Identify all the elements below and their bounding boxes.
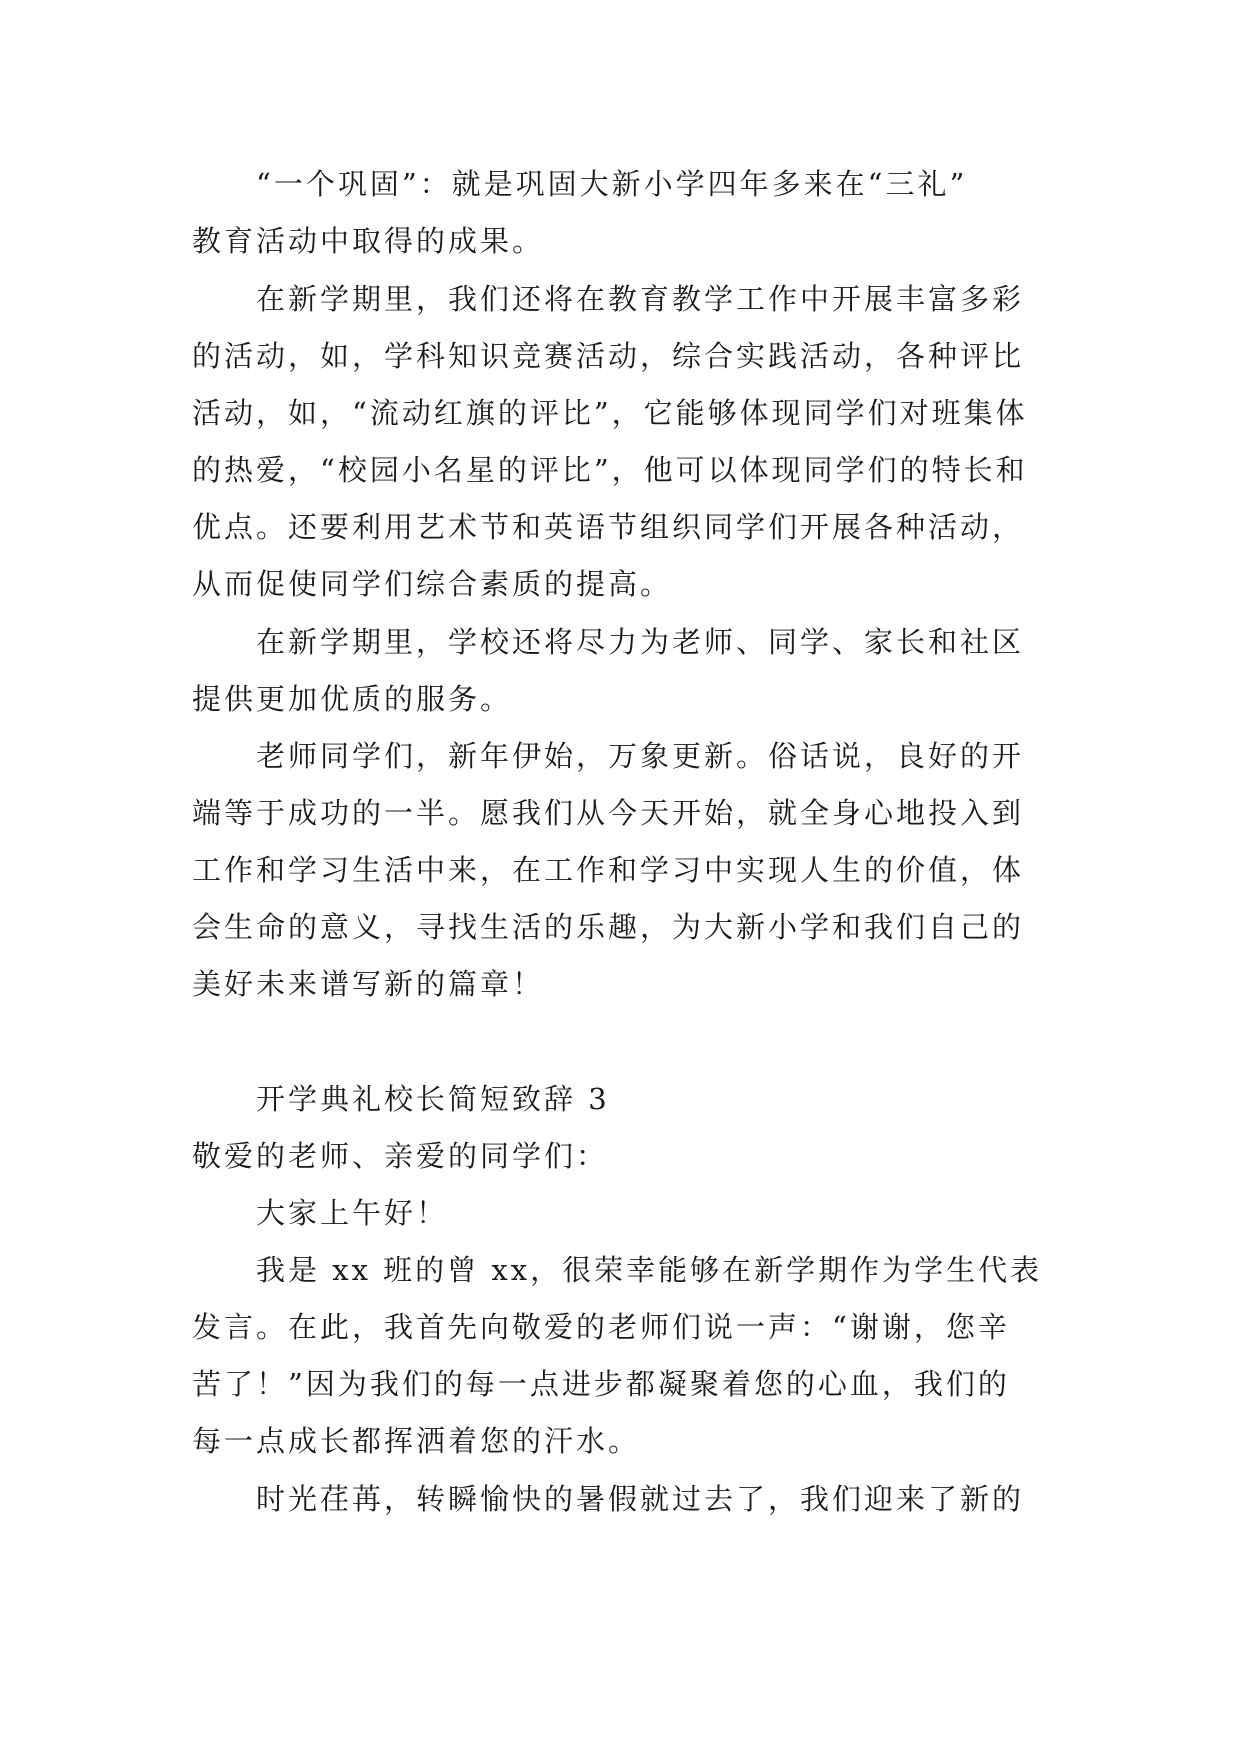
paragraph-line: 每一点成长都挥洒着您的汗水。 <box>192 1424 641 1458</box>
paragraph-line: 苦了！”因为我们的每一点进步都凝聚着您的心血，我们的 <box>192 1367 1010 1401</box>
section-title: 开学典礼校长简短致辞 3 <box>256 1082 610 1116</box>
paragraph-line: 发言。在此，我首先向敬爱的老师们说一声：“谢谢，您辛 <box>192 1310 1010 1344</box>
paragraph-line: 从而促使同学们综合素质的提高。 <box>192 567 673 601</box>
paragraph-line: 时光荏苒，转瞬愉快的暑假就过去了，我们迎来了新的 <box>256 1482 1025 1516</box>
paragraph-line: 优点。还要利用艺术节和英语节组织同学们开展各种活动， <box>192 510 1025 544</box>
salutation: 敬爱的老师、亲爱的同学们： <box>192 1139 609 1173</box>
paragraph-line: 的活动，如，学科知识竞赛活动，综合实践活动，各种评比 <box>192 339 1025 373</box>
paragraph-line: 的热爱，“校园小名星的评比”，他可以体现同学们的特长和 <box>192 453 1028 487</box>
paragraph-line: 提供更加优质的服务。 <box>192 682 513 716</box>
paragraph-line: 工作和学习生活中来，在工作和学习中实现人生的价值，体 <box>192 853 1025 887</box>
paragraph-line: 美好未来谱写新的篇章！ <box>192 967 545 1001</box>
paragraph-line: 端等于成功的一半。愿我们从今天开始，就全身心地投入到 <box>192 796 1025 830</box>
greeting: 大家上午好！ <box>256 1196 449 1230</box>
paragraph-line: 会生命的意义，寻找生活的乐趣，为大新小学和我们自己的 <box>192 910 1025 944</box>
paragraph-line: 我是 xx 班的曾 xx，很荣幸能够在新学期作为学生代表 <box>256 1253 1043 1287</box>
paragraph-line: “一个巩固”：就是巩固大新小学四年多来在“三礼” <box>256 167 968 201</box>
paragraph-line: 教育活动中取得的成果。 <box>192 224 545 258</box>
paragraph-line: 老师同学们，新年伊始，万象更新。俗话说，良好的开 <box>256 739 1025 773</box>
paragraph-line: 在新学期里，我们还将在教育教学工作中开展丰富多彩 <box>256 282 1025 316</box>
paragraph-line: 在新学期里，学校还将尽力为老师、同学、家长和社区 <box>256 625 1025 659</box>
paragraph-line: 活动，如，“流动红旗的评比”，它能够体现同学们对班集体 <box>192 396 1028 430</box>
